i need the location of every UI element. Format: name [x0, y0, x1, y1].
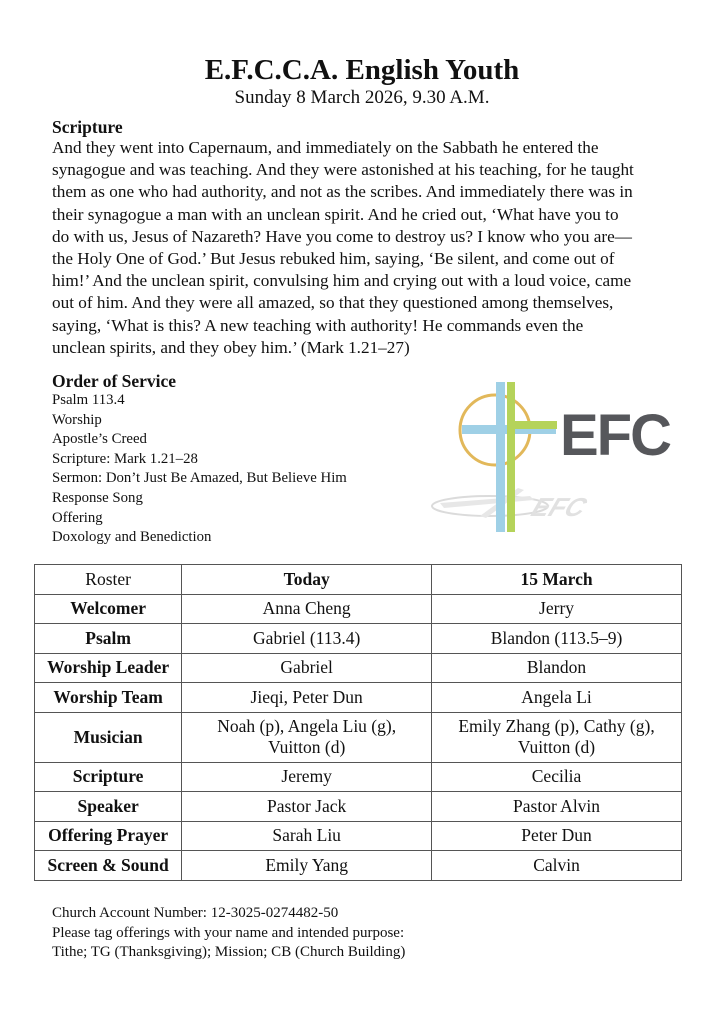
efc-logo	[420, 378, 690, 538]
roster-row	[35, 821, 682, 851]
roster-name: Gabriel	[280, 657, 333, 678]
scripture-line: the Holy One of God.’ But Jesus rebuked him, saying, ‘Be silent, and come out of	[52, 249, 615, 269]
roster-name: Blandon (113.5–9)	[490, 627, 623, 648]
roster-next-cell	[432, 762, 682, 792]
roster-today-cell	[182, 762, 432, 792]
roster-next-cell	[432, 683, 682, 713]
roster-name: Vuitton (d)	[268, 737, 346, 757]
scripture-line: their synagogue a man with an unclean spirit. And he cried out, ‘What have you to	[52, 204, 619, 224]
offering-instructions: Please tag offerings with your name and intended purpose:	[52, 924, 405, 941]
roster-next-cell	[432, 851, 682, 881]
roster-today-cell	[182, 821, 432, 851]
scripture-line: unclean spirits, and they obey him.’ (Mark 1.21–27)	[52, 337, 410, 357]
scripture-line: them as one who had authority, and not as the scribes. And immediately there was in	[52, 182, 633, 202]
roster-today-cell	[182, 653, 432, 683]
roster-role: Worship Leader	[35, 653, 182, 683]
roster-today-cell	[182, 683, 432, 713]
scripture-line: And they went into Capernaum, and immediately on the Sabbath he entered the	[52, 138, 599, 157]
roster-header-label: Roster	[35, 565, 182, 595]
efc-logo-graphic	[420, 378, 690, 538]
scripture-line: saying, ‘What is this? A new teaching with authority! He commands even the	[52, 315, 584, 335]
roster-row	[35, 851, 682, 881]
roster-name: Jeremy	[281, 766, 332, 787]
logo-cross-blue	[496, 382, 505, 532]
roster-row	[35, 594, 682, 624]
roster-role: Speaker	[35, 792, 182, 822]
roster-name: Cecilia	[531, 766, 582, 787]
roster-header-row	[35, 565, 682, 595]
service-item: Worship	[52, 411, 102, 428]
roster-role: Screen & Sound	[35, 851, 182, 881]
roster-name: Noah (p), Angela Liu (g),	[217, 716, 397, 736]
roster-role: Psalm	[35, 624, 182, 654]
service-item: Sermon: Don’t Just Be Amazed, But Believe Him	[52, 470, 347, 487]
roster-row	[35, 683, 682, 713]
svg-text:EFC: EFC	[525, 492, 594, 522]
roster-next-cell	[432, 792, 682, 822]
logo-text: EFC	[560, 403, 670, 468]
footer-notes	[52, 904, 405, 963]
roster-today-cell	[182, 594, 432, 624]
page-title: E.F.C.C.A. English Youth	[204, 54, 520, 86]
account-number: Church Account Number: 12-3025-0274482-50	[52, 905, 339, 921]
roster-name: Pastor Jack	[267, 795, 347, 816]
scripture-line: him!’ And the unclean spirit, convulsing him and crying out with a loud voice, came	[52, 271, 632, 291]
roster-role: Welcomer	[35, 594, 182, 624]
roster-next-cell	[432, 821, 682, 851]
roster-header-next: 15 March	[432, 565, 682, 595]
roster-role: Scripture	[35, 762, 182, 792]
roster-name: Sarah Liu	[272, 825, 341, 846]
roster-next-cell	[432, 594, 682, 624]
roster-role: Musician	[35, 712, 182, 762]
roster-table	[34, 564, 682, 881]
service-item: Response Song	[52, 489, 143, 506]
roster-name: Jieqi, Peter Dun	[250, 686, 363, 707]
roster-name: Peter Dun	[521, 825, 592, 846]
service-item: Psalm 113.4	[52, 392, 125, 408]
roster-next-cell	[432, 653, 682, 683]
scripture-passage	[52, 137, 692, 359]
service-item: Scripture: Mark 1.21–28	[52, 450, 198, 467]
roster-name: Gabriel (113.4)	[253, 627, 361, 648]
logo-cross-green	[507, 382, 515, 532]
service-item: Apostle’s Creed	[52, 431, 147, 448]
service-item: Doxology and Benediction	[52, 529, 212, 546]
offering-categories: Tithe; TG (Thanksgiving); Mission; CB (Church Building)	[52, 944, 406, 960]
service-item: Offering	[52, 509, 103, 526]
roster-row	[35, 712, 682, 762]
roster-role: Worship Team	[35, 683, 182, 713]
order-of-service-list	[52, 391, 347, 548]
logo-cross-green-bar	[507, 421, 557, 429]
roster-name: Blandon	[526, 657, 587, 678]
roster-row	[35, 762, 682, 792]
scripture-heading: Scripture	[52, 117, 123, 137]
roster-today-cell	[182, 624, 432, 654]
roster-today-cell	[182, 712, 432, 762]
scripture-line: out of him. And they were all amazed, so that they questioned among themselves,	[52, 293, 614, 313]
order-of-service-heading: Order of Service	[52, 371, 177, 391]
roster-name: Emily Yang	[265, 854, 348, 875]
roster-next-cell	[432, 624, 682, 654]
roster-row	[35, 653, 682, 683]
roster-next-cell	[432, 712, 682, 762]
roster-name: Vuitton (d)	[517, 737, 596, 757]
roster-name: Emily Zhang (p), Cathy (g),	[458, 716, 655, 736]
roster-name: Anna Cheng	[262, 598, 351, 619]
roster-row	[35, 792, 682, 822]
scripture-line: synagogue and was teaching. And they were astonished at his teaching, for he taught	[52, 160, 634, 180]
service-date: Sunday 8 March 2026, 9.30 A.M.	[234, 87, 490, 108]
roster-today-cell	[182, 851, 432, 881]
roster-name: Pastor Alvin	[513, 795, 601, 816]
roster-row	[35, 624, 682, 654]
scripture-line: do with us, Jesus of Nazareth? Have you come to destroy us? I know who you are—	[52, 226, 632, 246]
roster-name: Calvin	[533, 854, 580, 875]
roster-name: Jerry	[539, 598, 575, 619]
roster-role: Offering Prayer	[35, 821, 182, 851]
roster-today-cell	[182, 792, 432, 822]
roster-header-today: Today	[182, 565, 432, 595]
roster-name: Angela Li	[521, 686, 592, 707]
